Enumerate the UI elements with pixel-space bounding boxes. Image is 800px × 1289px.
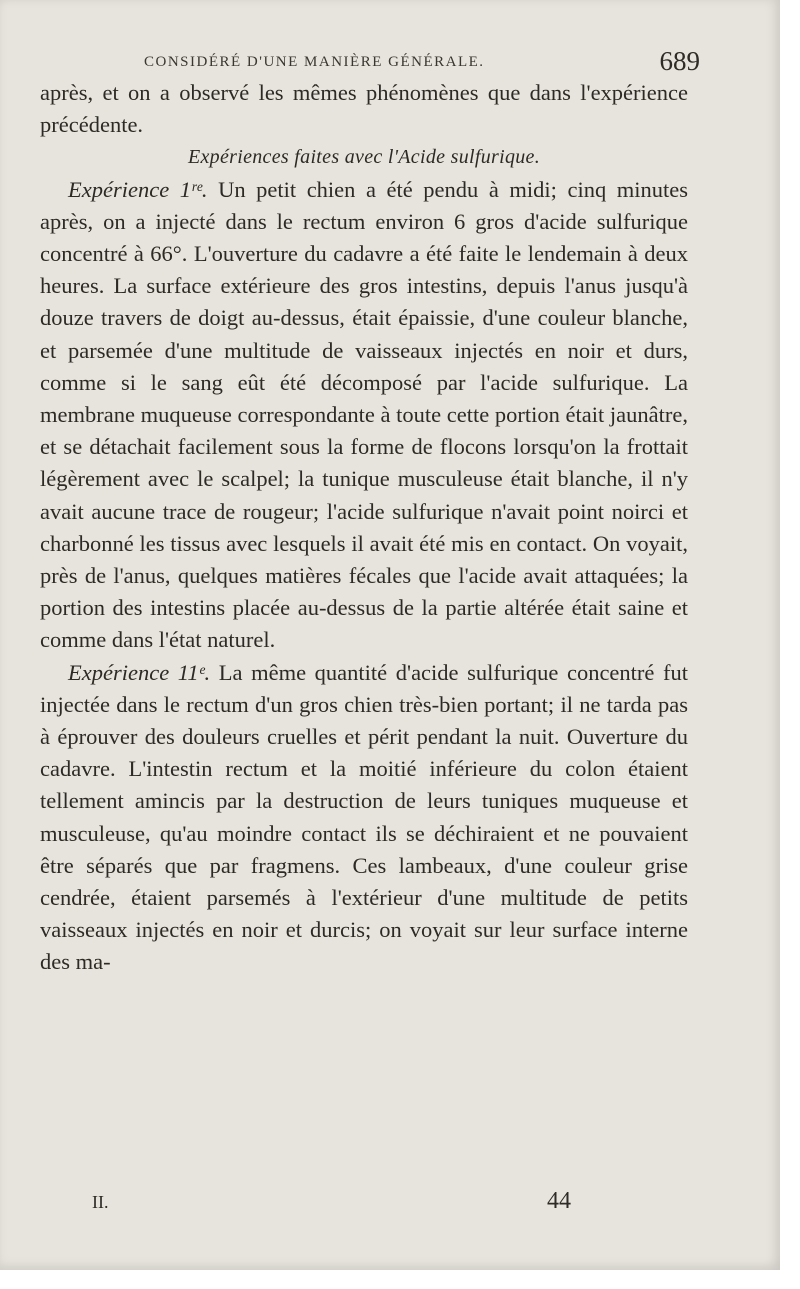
body-text <box>40 77 688 979</box>
page-footer <box>92 1188 682 1228</box>
experiment-1-text: Un petit chien a été pendu à midi; cinq minutes après, on a injecté dans le rectum environ 6 gros d'acide sulfurique concentré à 66°. L'ouverture du cadavre a été faite le lendemain à deux heures. La surface extérieure des gros intestins, depuis l'anus jusqu'à douze travers de doigt au-dessus, était épaissie, d'une couleur blanche, et parsemée d'une multitude de vaisseaux injectés en noir et durs, comme si le sang eût été décomposé par l'acide sulfurique. La membrane muqueuse correspondante à toute cette portion était jaunâtre, et se détachait facilement sous la forme de flocons lorsqu'on la frottait légèrement avec le scalpel; la tunique musculeuse était blanche, il n'y avait aucune trace de rougeur; l'acide sulfurique n'avait point noirci et charbonné les tissus avec lesquels il avait été mis en contact. On voyait, près de l'anus, quelques matières fécales que l'acide avait attaquées; la portion des intestins placée au-dessus de la partie altérée était saine et comme dans l'état naturel. <box>40 176 689 653</box>
section-title: Expériences faites avec l'Acide sulfurique. <box>187 146 541 169</box>
experiment-1-label: Expérience 1ʳᵉ. <box>68 176 208 202</box>
signature-mark: II. <box>92 1192 109 1212</box>
experiment-2-paragraph <box>40 657 688 979</box>
experiment-2-text: La même quantité d'acide sulfurique concentré fut injectée dans le rectum d'un gros chien très-bien portant; il ne tarda pas à éprouver des douleurs cruelles et périt pendant la nuit. Ouverture du cadavre. L'intestin rectum et la moitié inférieure du colon étaient tellement amincis par la destruction de leurs tuniques muqueuse et musculeuse, qu'au moindre contact ils se déchiraient et ne pouvaient être séparés que par fragmens. Ces lambeaux, d'une couleur grise cendrée, étaient parsemés à l'extérieur d'une multitude de petits vaisseaux injectés en noir et durcis; on voyait sur leur surface interne des ma- <box>40 659 688 975</box>
experiment-2-label: Expérience 11ᵉ. <box>68 659 211 685</box>
running-head: CONSIDÉRÉ D'UNE MANIÈRE GÉNÉRALE. <box>144 54 485 70</box>
folio-number: 44 <box>547 1188 571 1214</box>
intro-paragraph: après, et on a observé les mêmes phénomènes que dans l'expérience précédente. <box>40 80 688 138</box>
experiment-1-paragraph <box>40 174 688 657</box>
page-number: 689 <box>659 46 700 76</box>
